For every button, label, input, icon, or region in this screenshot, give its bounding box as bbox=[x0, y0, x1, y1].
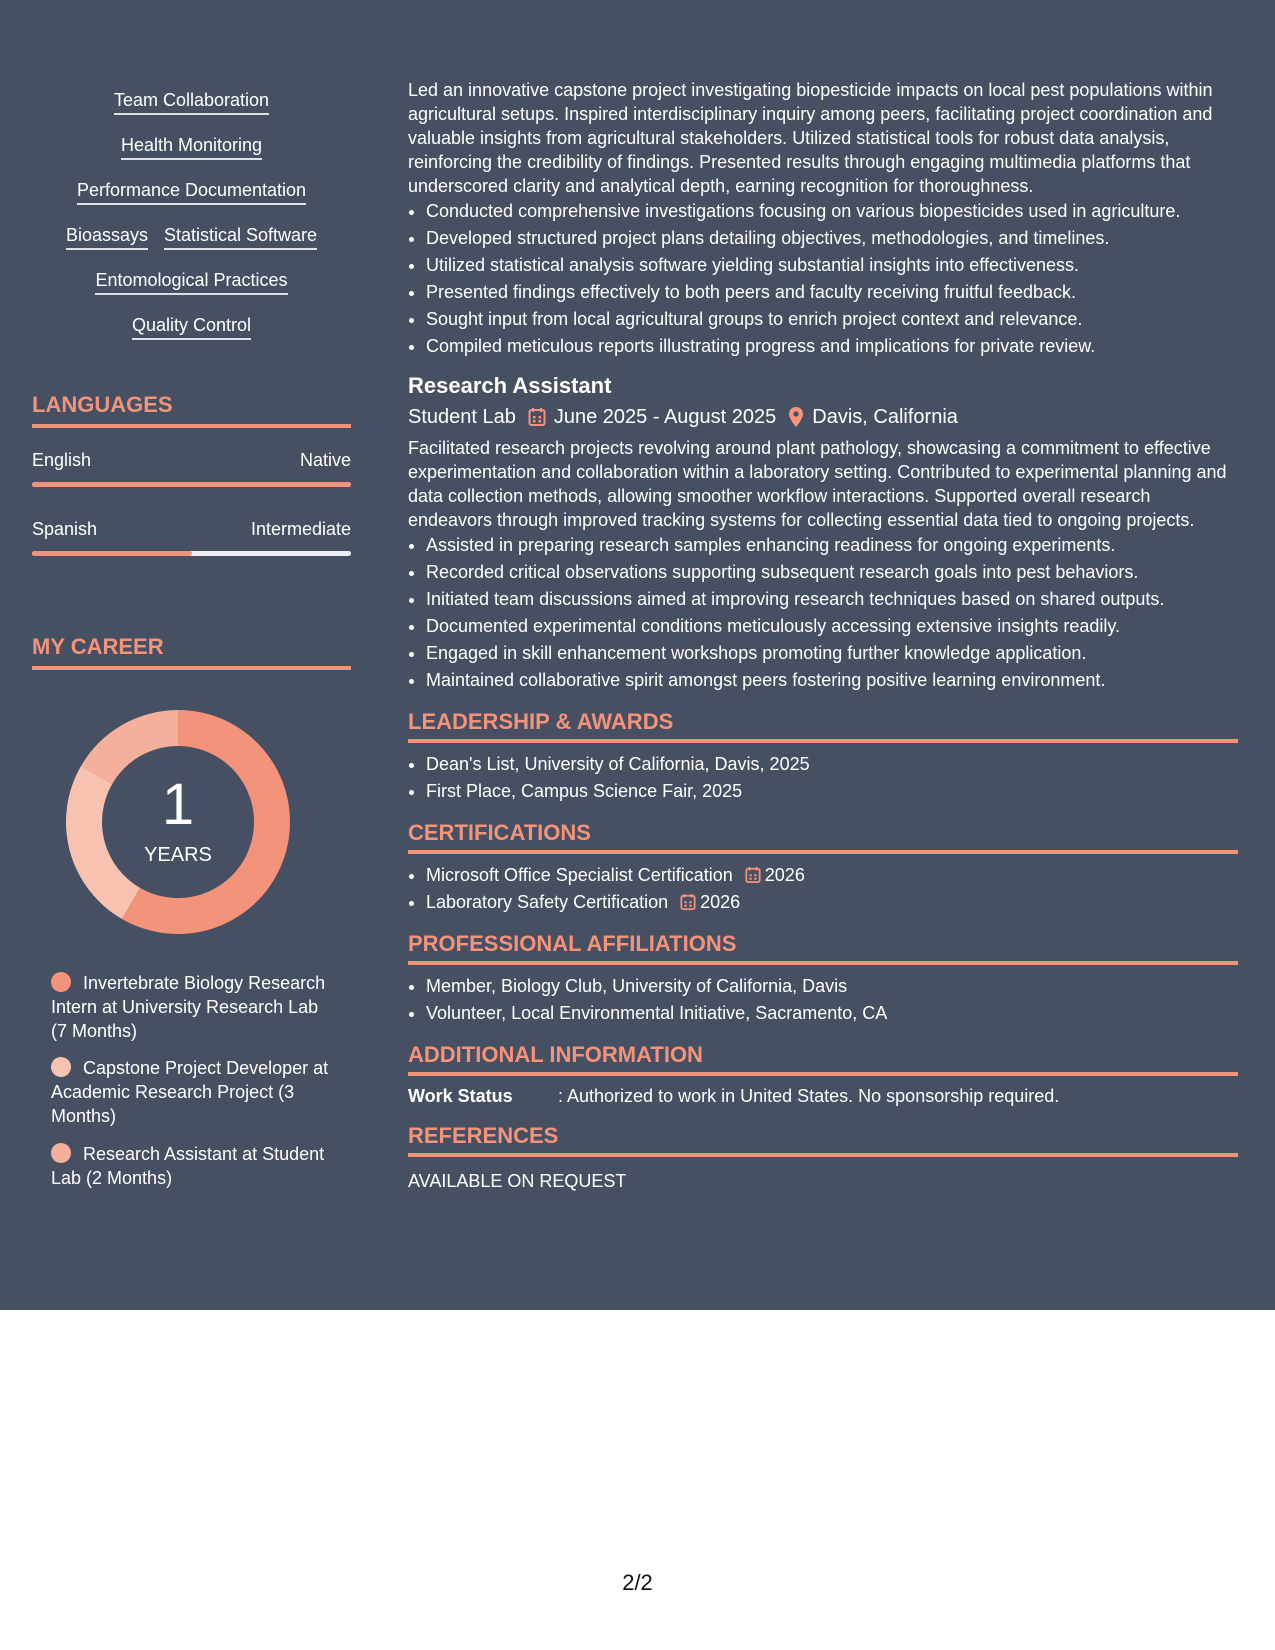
skill-tag: Quality Control bbox=[132, 313, 251, 340]
list-item: • Sought input from local agricultural groups to enrich project context and relevance. bbox=[426, 306, 1238, 333]
legend-dot bbox=[51, 972, 71, 992]
list-item bbox=[426, 889, 1238, 916]
location-pin-icon bbox=[788, 406, 804, 428]
affiliations-list bbox=[408, 973, 1238, 1027]
skill-tag: Team Collaboration bbox=[114, 88, 269, 115]
career-total-years: 1 bbox=[161, 772, 195, 837]
skill-tag: Entomological Practices bbox=[95, 268, 287, 295]
job-company: Student Lab bbox=[408, 406, 516, 428]
list-item: • Member, Biology Club, University of California, Davis bbox=[426, 973, 1238, 1000]
skill-tag: Health Monitoring bbox=[121, 133, 262, 160]
career-donut-chart bbox=[66, 710, 290, 934]
career-entry-label: Capstone Project Developer at Academic Research Project (3 Months) bbox=[51, 1058, 329, 1126]
language-bar bbox=[32, 482, 351, 487]
language-level: Native bbox=[299, 450, 351, 470]
awards-list bbox=[408, 751, 1238, 805]
certification-year: 2026 bbox=[700, 892, 741, 912]
certification-name: Laboratory Safety Certification bbox=[426, 892, 669, 912]
list-item: • Utilized statistical analysis software yielding substantial insights into effectiveness. bbox=[426, 252, 1238, 279]
main-column bbox=[408, 78, 1238, 1193]
legend-dot bbox=[51, 1143, 71, 1163]
certification-name: Microsoft Office Specialist Certification bbox=[426, 865, 733, 885]
career-entry-label: Invertebrate Biology Research Intern at University Research Lab (7 Months) bbox=[51, 973, 326, 1041]
job-summary: Facilitated research projects revolving around plant pathology, showcasing a commitment to effective experimentation and collaboration within a laboratory setting. Contributed to experimental planning and data collection methods, allowing smoother workflow interactions. Supported overall research endeavors through improved tracking systems for collecting essential data tied to ongoing projects. bbox=[408, 438, 1227, 530]
references-text: AVAILABLE ON REQUEST bbox=[408, 1171, 627, 1191]
language-bar bbox=[32, 551, 351, 556]
career-entry-label: Research Assistant at Student Lab (2 Months) bbox=[51, 1144, 325, 1188]
list-item bbox=[426, 862, 1238, 889]
certifications-list bbox=[408, 862, 1238, 916]
language-bar-fill bbox=[32, 482, 351, 487]
job-title: Research Assistant bbox=[408, 373, 612, 398]
job-meta bbox=[408, 402, 1238, 432]
languages-heading: LANGUAGES bbox=[32, 392, 351, 428]
list-item: • Dean's List, University of California, Davis, 2025 bbox=[426, 751, 1238, 778]
list-item: • Initiated team discussions aimed at improving research techniques based on shared outputs. bbox=[426, 586, 1238, 613]
list-item: • First Place, Campus Science Fair, 2025 bbox=[426, 778, 1238, 805]
job-bullets bbox=[408, 532, 1238, 694]
skills-row bbox=[32, 88, 351, 115]
skill-tag: Bioassays bbox=[66, 223, 148, 250]
list-item: • Assisted in preparing research samples enhancing readiness for ongoing experiments. bbox=[426, 532, 1238, 559]
list-item: • Recorded critical observations supporting subsequent research goals into pest behaviors. bbox=[426, 559, 1238, 586]
work-status-value: : Authorized to work in United States. No sponsorship required. bbox=[558, 1086, 1060, 1106]
career-entry bbox=[51, 1056, 331, 1128]
job-location: Davis, California bbox=[812, 406, 958, 428]
work-status-row bbox=[408, 1084, 1238, 1108]
career-heading: MY CAREER bbox=[32, 634, 351, 670]
certifications-heading: CERTIFICATIONS bbox=[408, 819, 1238, 854]
capstone-summary: Led an innovative capstone project investigating biopesticide impacts on local pest populations within agricultural setups. Inspired interdisciplinary inquiry among peers, facilitating project coordination and valuable insights from agricultural stakeholders. Utilized statistical tools for robust data analysis, reinforcing the credibility of findings. Presented results through engaging multimedia platforms that underscored clarity and analytical depth, earning recognition for thoroughness. bbox=[408, 80, 1213, 196]
career-entry bbox=[51, 971, 331, 1043]
work-status-label: Work Status bbox=[408, 1086, 513, 1106]
language-name: English bbox=[32, 450, 92, 470]
career-total-unit: YEARS bbox=[144, 844, 212, 866]
references-heading: REFERENCES bbox=[408, 1122, 1238, 1157]
list-item: • Volunteer, Local Environmental Initiative, Sacramento, CA bbox=[426, 1000, 1238, 1027]
list-item: • Maintained collaborative spirit amongst peers fostering positive learning environment. bbox=[426, 667, 1238, 694]
language-bar-fill bbox=[32, 551, 192, 556]
career-entry bbox=[51, 1142, 331, 1190]
skills-row bbox=[32, 133, 351, 160]
skills-row bbox=[32, 313, 351, 340]
calendar-icon bbox=[528, 407, 546, 427]
list-item: • Engaged in skill enhancement workshops promoting further knowledge application. bbox=[426, 640, 1238, 667]
legend-dot bbox=[51, 1057, 71, 1077]
language-name: Spanish bbox=[32, 519, 98, 539]
affiliations-heading: PROFESSIONAL AFFILIATIONS bbox=[408, 930, 1238, 965]
certification-year: 2026 bbox=[764, 865, 805, 885]
list-item: • Compiled meticulous reports illustrating progress and implications for private review. bbox=[426, 333, 1238, 360]
skills-row bbox=[32, 223, 351, 250]
additional-info-heading: ADDITIONAL INFORMATION bbox=[408, 1041, 1238, 1076]
list-item: • Conducted comprehensive investigations focusing on various biopesticides used in agriculture. bbox=[426, 198, 1238, 225]
awards-heading: LEADERSHIP & AWARDS bbox=[408, 708, 1238, 743]
list-item: • Developed structured project plans detailing objectives, methodologies, and timelines. bbox=[426, 225, 1238, 252]
skill-tag: Statistical Software bbox=[164, 223, 317, 250]
capstone-bullets bbox=[408, 198, 1238, 360]
job-dates: June 2025 - August 2025 bbox=[553, 406, 777, 428]
page-number: 2/2 bbox=[622, 1570, 653, 1595]
calendar-icon bbox=[745, 866, 761, 884]
language-level: Intermediate bbox=[250, 519, 351, 539]
list-item: • Presented findings effectively to both peers and faculty receiving fruitful feedback. bbox=[426, 279, 1238, 306]
list-item: • Documented experimental conditions meticulously accessing extensive insights readily. bbox=[426, 613, 1238, 640]
calendar-icon bbox=[680, 893, 696, 911]
skill-tag: Performance Documentation bbox=[77, 178, 306, 205]
skills-row bbox=[32, 268, 351, 295]
skills-row bbox=[32, 178, 351, 205]
